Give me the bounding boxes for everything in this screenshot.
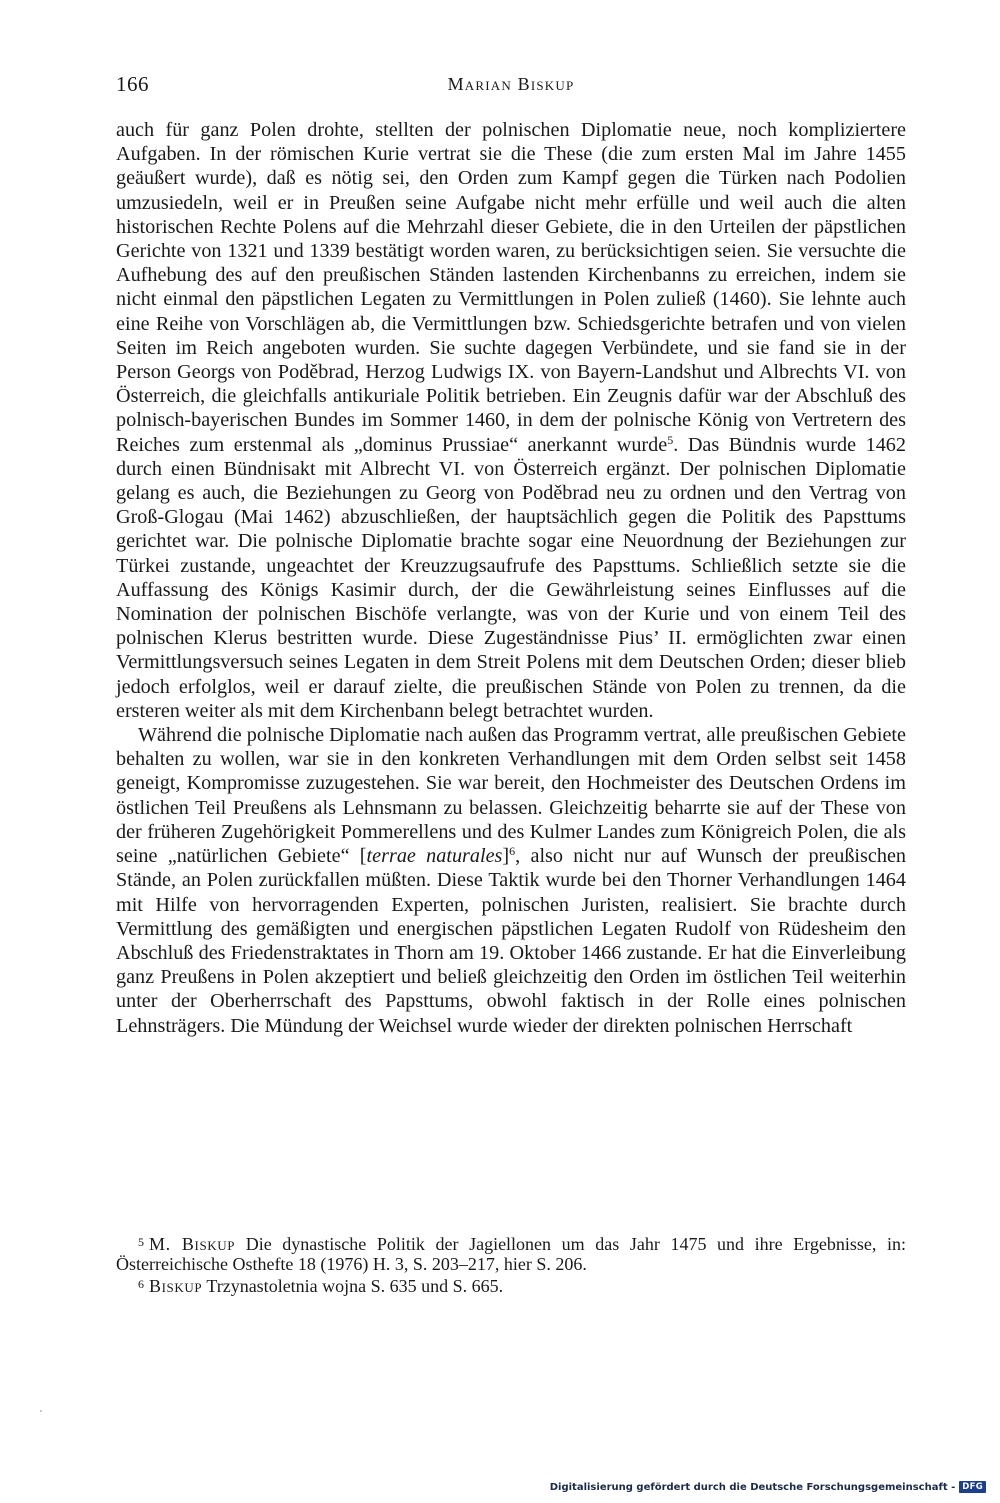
paragraph-2-text-c: , also nicht nur auf Wunsch der preußischen Stände, an Polen zurückfallen müßten. Diese Taktik wurde bei den Thorner Verhandlungen 1464 mit Hilfe von hervorragenden Experten, polnischen Juristen, realisiert. Sie brachte durch Vermittlung des gemäßigten und energischen päpstlichen Legaten Rudolf von Rüdesheim den Abschluß des Friedenstraktates in Thorn am 19. Oktober 1466 zustande. Er hat die Einverleibung ganz Preußens in Polen akzeptiert und beließ gleichzeitig den Orden im östlichen Teil weiterhin unter der Oberherrschaft des Papsttums, obwohl faktisch in der Rolle eines polnischen Lehnsträgers. Die Mündung der Weichsel wurde wieder der direkten polnischen Herrschaft xyxy=(116,845,906,1037)
latin-term: terrae naturales xyxy=(366,845,503,868)
body-text xyxy=(116,118,906,1038)
page-number: 166 xyxy=(116,72,149,96)
footnote-text: Trzynastoletnia wojna S. 635 und S. 665. xyxy=(202,1276,504,1297)
digitization-credit xyxy=(550,1479,986,1495)
footnote-ref-5[interactable]: 5 xyxy=(667,432,674,447)
scan-speck xyxy=(40,1410,42,1412)
paragraph-2 xyxy=(116,723,906,1038)
footnote-author: Biskup xyxy=(149,1276,203,1297)
footnote-6 xyxy=(116,1274,906,1296)
footnote-ref-6[interactable]: 6 xyxy=(509,844,516,859)
footnote-text: Die dynastische Politik der Jagiellonen um das Jahr 1475 und ihre Ergebnisse, in: Österreichische Osthefte 18 (1976) H. 3, S. 203–217, hier S. 206. xyxy=(116,1234,906,1275)
page-header xyxy=(116,72,906,102)
paragraph-1 xyxy=(116,118,906,723)
dfg-logo-icon[interactable]: DFG xyxy=(959,1481,986,1493)
footnote-number: 5 xyxy=(138,1235,144,1249)
paragraph-1-text-b: . Das Bündnis wurde 1462 durch einen Bündnisakt mit Albrecht VI. von Österreich ergänzt. Der polnischen Diplomatie gelang es auch, die Beziehungen zu Georg von Poděbrad neu zu ordnen und den Vertrag von Groß-Glogau (Mai 1462) abzuschließen, der hauptsächlich gegen die Politik des Papsttums gerichtet war. Die polnische Diplomatie brachte sogar eine Neuordnung der Beziehungen zur Türkei zustande, ungeachtet der Kreuzzugsaufrufe des Papsttums. Schließlich setzte sie die Auffassung des Königs Kasimir durch, der die Gewährleistung seines Einflusses auf die Nomination der polnischen Bischöfe verlangte, was von der Kurie und von einem Teil des polnischen Klerus bestritten wurde. Diese Zugeständnisse Pius’ II. ermöglichten zwar einen Vermittlungsversuch seines Legaten in dem Streit Polens mit dem Deutschen Orden; dieser blieb jedoch erfolglos, weil er darauf zielte, die preußischen Stände von Polen zu trennen, da die ersteren weiter als mit dem Kirchenbann belegt betrachtet wurden. xyxy=(116,433,906,722)
credit-text: Digitalisierung gefördert durch die Deutsche Forschungsgemeinschaft - xyxy=(549,1481,956,1493)
running-head: Marian Biskup xyxy=(447,74,575,94)
paragraph-2-text-a: Während die polnische Diplomatie nach außen das Programm vertrat, alle preußischen Gebiete behalten zu wollen, war sie in den konkreten Verhandlungen mit dem Orden selbst seit 1458 geneigt, Kompromisse zuzugestehen. Sie war bereit, den Hochmeister des Deutschen Ordens im östlichen Teil Preußens als Lehnsmann zu belassen. Gleichzeitig beharrte sie auf der These von der früheren Zugehörigkeit Pommerellens und des Kulmer Landes zum Königreich Polen, die als seine „natürlichen Gebiete“ [ xyxy=(116,724,906,868)
footnote-5 xyxy=(116,1232,906,1274)
paragraph-2-bracket: ] xyxy=(502,845,510,868)
footnote-number: 6 xyxy=(138,1277,144,1292)
footnotes xyxy=(116,1232,906,1297)
paragraph-1-text-a: auch für ganz Polen drohte, stellten der polnischen Diplomatie neue, noch kompliziertere Aufgaben. In der römischen Kurie vertrat sie die These (die zum ersten Mal im Jahre 1455 geäußert wurde), daß es nötig sei, den Orden zum Kampf gegen die Türken nach Podolien umzusiedeln, weil er in Preußen seine Aufgabe nicht mehr erfülle und weil auch die alten historischen Rechte Polens auf die Mehrzahl dieser Gebiete, die in den Urteilen der päpstlichen Gerichte von 1321 und 1339 bestätigt worden waren, zu berücksichtigen seien. Sie versuchte die Aufhebung des auf den preußischen Ständen lastenden Kirchenbanns zu erreichen, indem sie nicht einmal den päpstlichen Legaten zu Vermittlungen in Polen zuließ (1460). Sie lehnte auch eine Reihe von Vorschlägen ab, die Vermittlungen bzw. Schiedsgerichte betrafen und von vielen Seiten im Reich angeboten wurden. Sie suchte dagegen Verbündete, und sie fand sie in der Person Georgs von Poděbrad, Herzog Ludwigs IX. von Bayern-Landshut und Albrechts VI. von Österreich, die gleichfalls antikuriale Politik betrieben. Ein Zeugnis dafür war der Abschluß des polnisch-bayerischen Bundes im Sommer 1460, in dem der polnische König von Vertretern des Reiches zum erstenmal als „dominus Prussiae“ anerkannt wurde xyxy=(116,119,906,456)
footnote-author: M. Biskup xyxy=(149,1234,236,1254)
